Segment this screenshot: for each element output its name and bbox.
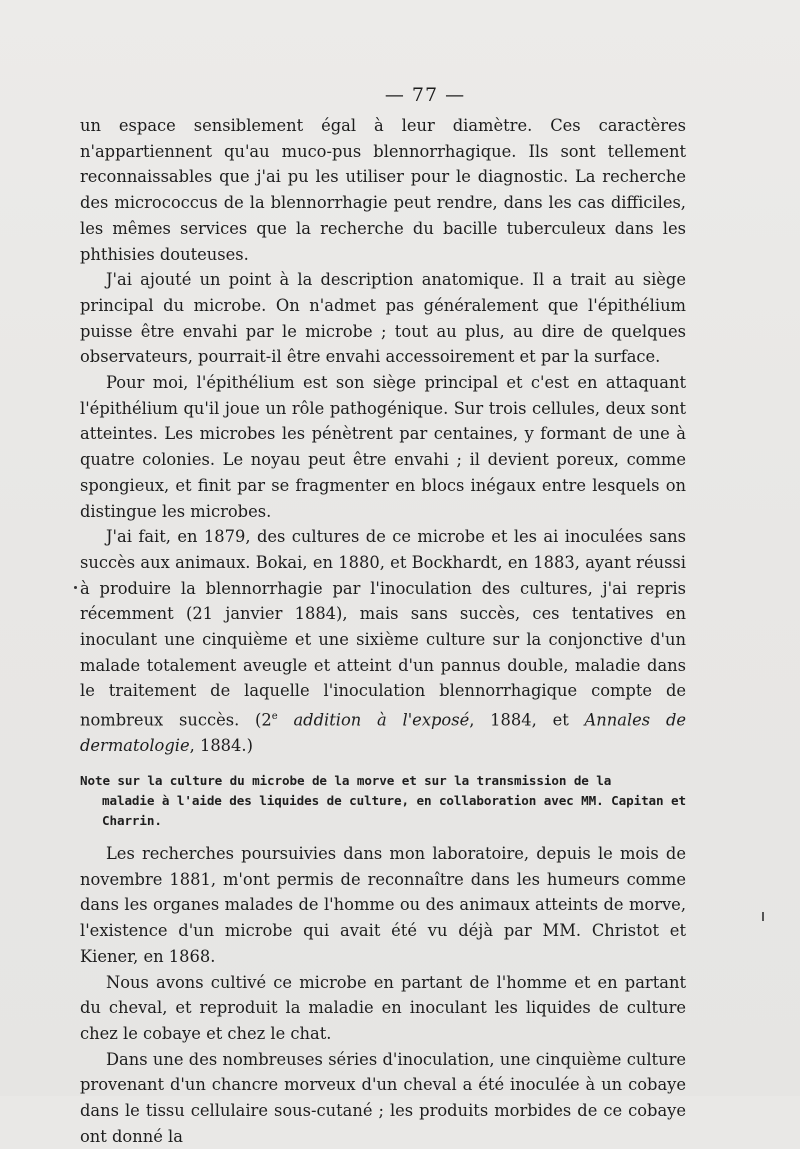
print-speck (74, 586, 77, 589)
section-heading-line-2: maladie à l'aide des liquides de culture, en collaboration avec MM. Capitan et Charrin. (102, 793, 686, 828)
reference-separator: , 1884, et (469, 710, 585, 730)
paragraph-6: Nous avons cultivé ce microbe en partant de l'homme et en partant du cheval, et reproduit la maladie en inoculant les liquides de culture chez le cobaye et chez le chat. (80, 972, 686, 1043)
section-heading-line-1: Note sur la culture du microbe de la morve et sur la transmission de la (80, 773, 612, 788)
paragraph-4 (80, 524, 686, 759)
italic-reference-1: addition à l'exposé (293, 710, 470, 730)
paragraph-1: un espace sensiblement égal à leur diamètre. Ces caractères n'appartiennent qu'au muco-pus blennorrhagique. Ils sont tellement reconnaissables que j'ai pu les utiliser pour le diagnostic. La recherche des micrococcus de la blennorrhagie peut rendre, dans les cas difficiles, les mêmes services que la recherche du bacille tuberculeux dans les phthisies douteuses. (80, 116, 686, 264)
section-heading (80, 771, 686, 831)
ordinal-superscript: e (271, 711, 278, 723)
paragraph-3: Pour moi, l'épithélium est son siège principal et c'est en attaquant l'épithélium qu'il joue un rôle pathogénique. Sur trois cellules, deux sont atteintes. Les microbes les pénètrent par centaines, y formant de une à quatre colonies. Le noyau peut être envahi ; il devient poreux, comme spongieux, et finit par se fragmenter en blocs inégaux entre lesquels on distingue les microbes. (80, 373, 686, 521)
paragraph-5: Les recherches poursuivies dans mon laboratoire, depuis le mois de novembre 1881, m'ont permis de reconnaître dans les humeurs comme dans les organes malades de l'homme ou des animaux atteints de morve, l'existence d'un microbe qui avait été vu déjà par MM. Christot et Kiener, en 1868. (80, 844, 686, 966)
paragraph-7: Dans une des nombreuses séries d'inoculation, une cinquième culture provenant d'un chancre morveux d'un cheval a été inoculée à un cobaye dans le tissu cellulaire sous-cutané ; les produits morbides de ce cobaye ont donné la (80, 1049, 686, 1146)
paragraph-4-text: J'ai fait, en 1879, des cultures de ce microbe et les ai inoculées sans succès aux animaux. Bokai, en 1880, et Bockhardt, en 1883, ayant réussi à produire la blennorrhagie par l'inoculation des cultures, j'ai repris récemment (21 janvier 1884), mais sans succès, ces tentatives en inoculant une cinquième et une sixième culture sur la conjonctive d'un malade totalement aveugle et atteint d'un pannus double, maladie dans le traitement de laquelle l'inoculation blennorrhagique compte de nombreux succès. (2 (80, 527, 686, 730)
page-number: — 77 — (384, 84, 466, 106)
edge-mark (762, 912, 764, 921)
page-body (80, 113, 686, 1149)
paragraph-2: J'ai ajouté un point à la description anatomique. Il a trait au siège principal du microbe. On n'admet pas généralement que l'épithélium puisse être envahi par le microbe ; tout au plus, au dire de quelques observateurs, pourrait-il être envahi accessoirement et par la surface. (80, 270, 686, 367)
italic-reference-2: Annales de dermatologie (80, 710, 686, 756)
reference-end: , 1884.) (189, 736, 253, 756)
